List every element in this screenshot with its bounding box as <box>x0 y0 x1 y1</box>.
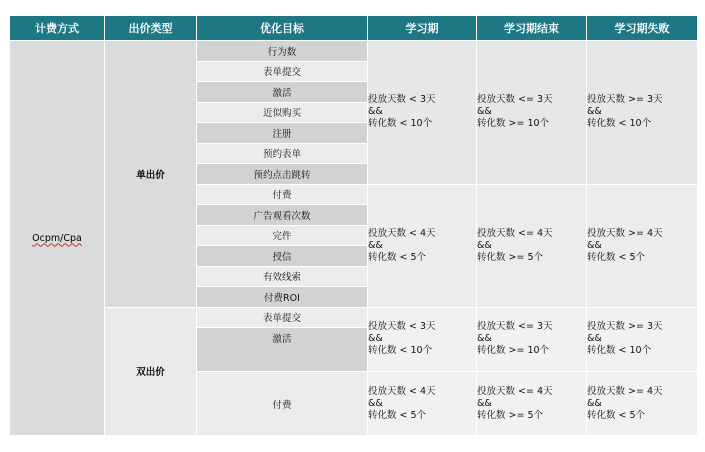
bid-type-cell: 双出价 <box>105 307 197 436</box>
learning-end-condition-cell: 投放天数 <= 3天 && 转化数 >= 10个 <box>477 307 587 372</box>
goal-cell: 行为数 <box>197 41 368 62</box>
header-learning-fail: 学习期失败 <box>587 16 698 41</box>
goal-cell: 表单提交 <box>197 61 368 82</box>
goal-cell: 预约表单 <box>197 143 368 164</box>
header-row <box>10 16 698 41</box>
learning-condition-cell: 投放天数 < 3天 && 转化数 < 10个 <box>368 307 477 372</box>
learning-condition-cell: 投放天数 < 4天 && 转化数 < 5个 <box>368 372 477 436</box>
learning-end-condition-cell: 投放天数 <= 4天 && 转化数 >= 5个 <box>477 184 587 307</box>
learning-condition-cell: 投放天数 < 4天 && 转化数 < 5个 <box>368 184 477 307</box>
goal-cell: 注册 <box>197 123 368 144</box>
learning-condition-cell: 投放天数 < 3天 && 转化数 < 10个 <box>368 41 477 185</box>
goal-cell: 付费 <box>197 372 368 436</box>
goal-cell: 授信 <box>197 246 368 267</box>
table-row <box>10 41 698 62</box>
header-optimization-goal: 优化目标 <box>197 16 368 41</box>
learning-phase-table <box>9 15 698 436</box>
goal-cell: 广告观看次数 <box>197 205 368 226</box>
learning-fail-condition-cell: 投放天数 >= 4天 && 转化数 < 5个 <box>587 372 698 436</box>
goal-cell: 激活 <box>197 82 368 103</box>
goal-cell: 近似购买 <box>197 102 368 123</box>
learning-fail-condition-cell: 投放天数 >= 3天 && 转化数 < 10个 <box>587 307 698 372</box>
header-learning-end: 学习期结束 <box>477 16 587 41</box>
goal-cell: 预约点击跳转 <box>197 164 368 185</box>
bid-type-cell: 单出价 <box>105 41 197 308</box>
learning-end-condition-cell: 投放天数 <= 3天 && 转化数 >= 10个 <box>477 41 587 185</box>
table-row <box>10 307 698 328</box>
learning-fail-condition-cell: 投放天数 >= 3天 && 转化数 < 10个 <box>587 41 698 185</box>
goal-cell: 激活 <box>197 328 368 372</box>
learning-fail-condition-cell: 投放天数 >= 4天 && 转化数 < 5个 <box>587 184 698 307</box>
goal-cell: 付费 <box>197 184 368 205</box>
goal-cell: 表单提交 <box>197 307 368 328</box>
learning-end-condition-cell: 投放天数 <= 4天 && 转化数 >= 5个 <box>477 372 587 436</box>
header-billing-method: 计费方式 <box>10 16 105 41</box>
goal-cell: 完件 <box>197 225 368 246</box>
header-learning-phase: 学习期 <box>368 16 477 41</box>
billing-method-cell: Ocpm/Cpa <box>10 41 105 436</box>
goal-cell: 有效线索 <box>197 266 368 287</box>
header-bid-type: 出价类型 <box>105 16 197 41</box>
goal-cell: 付费ROI <box>197 287 368 308</box>
